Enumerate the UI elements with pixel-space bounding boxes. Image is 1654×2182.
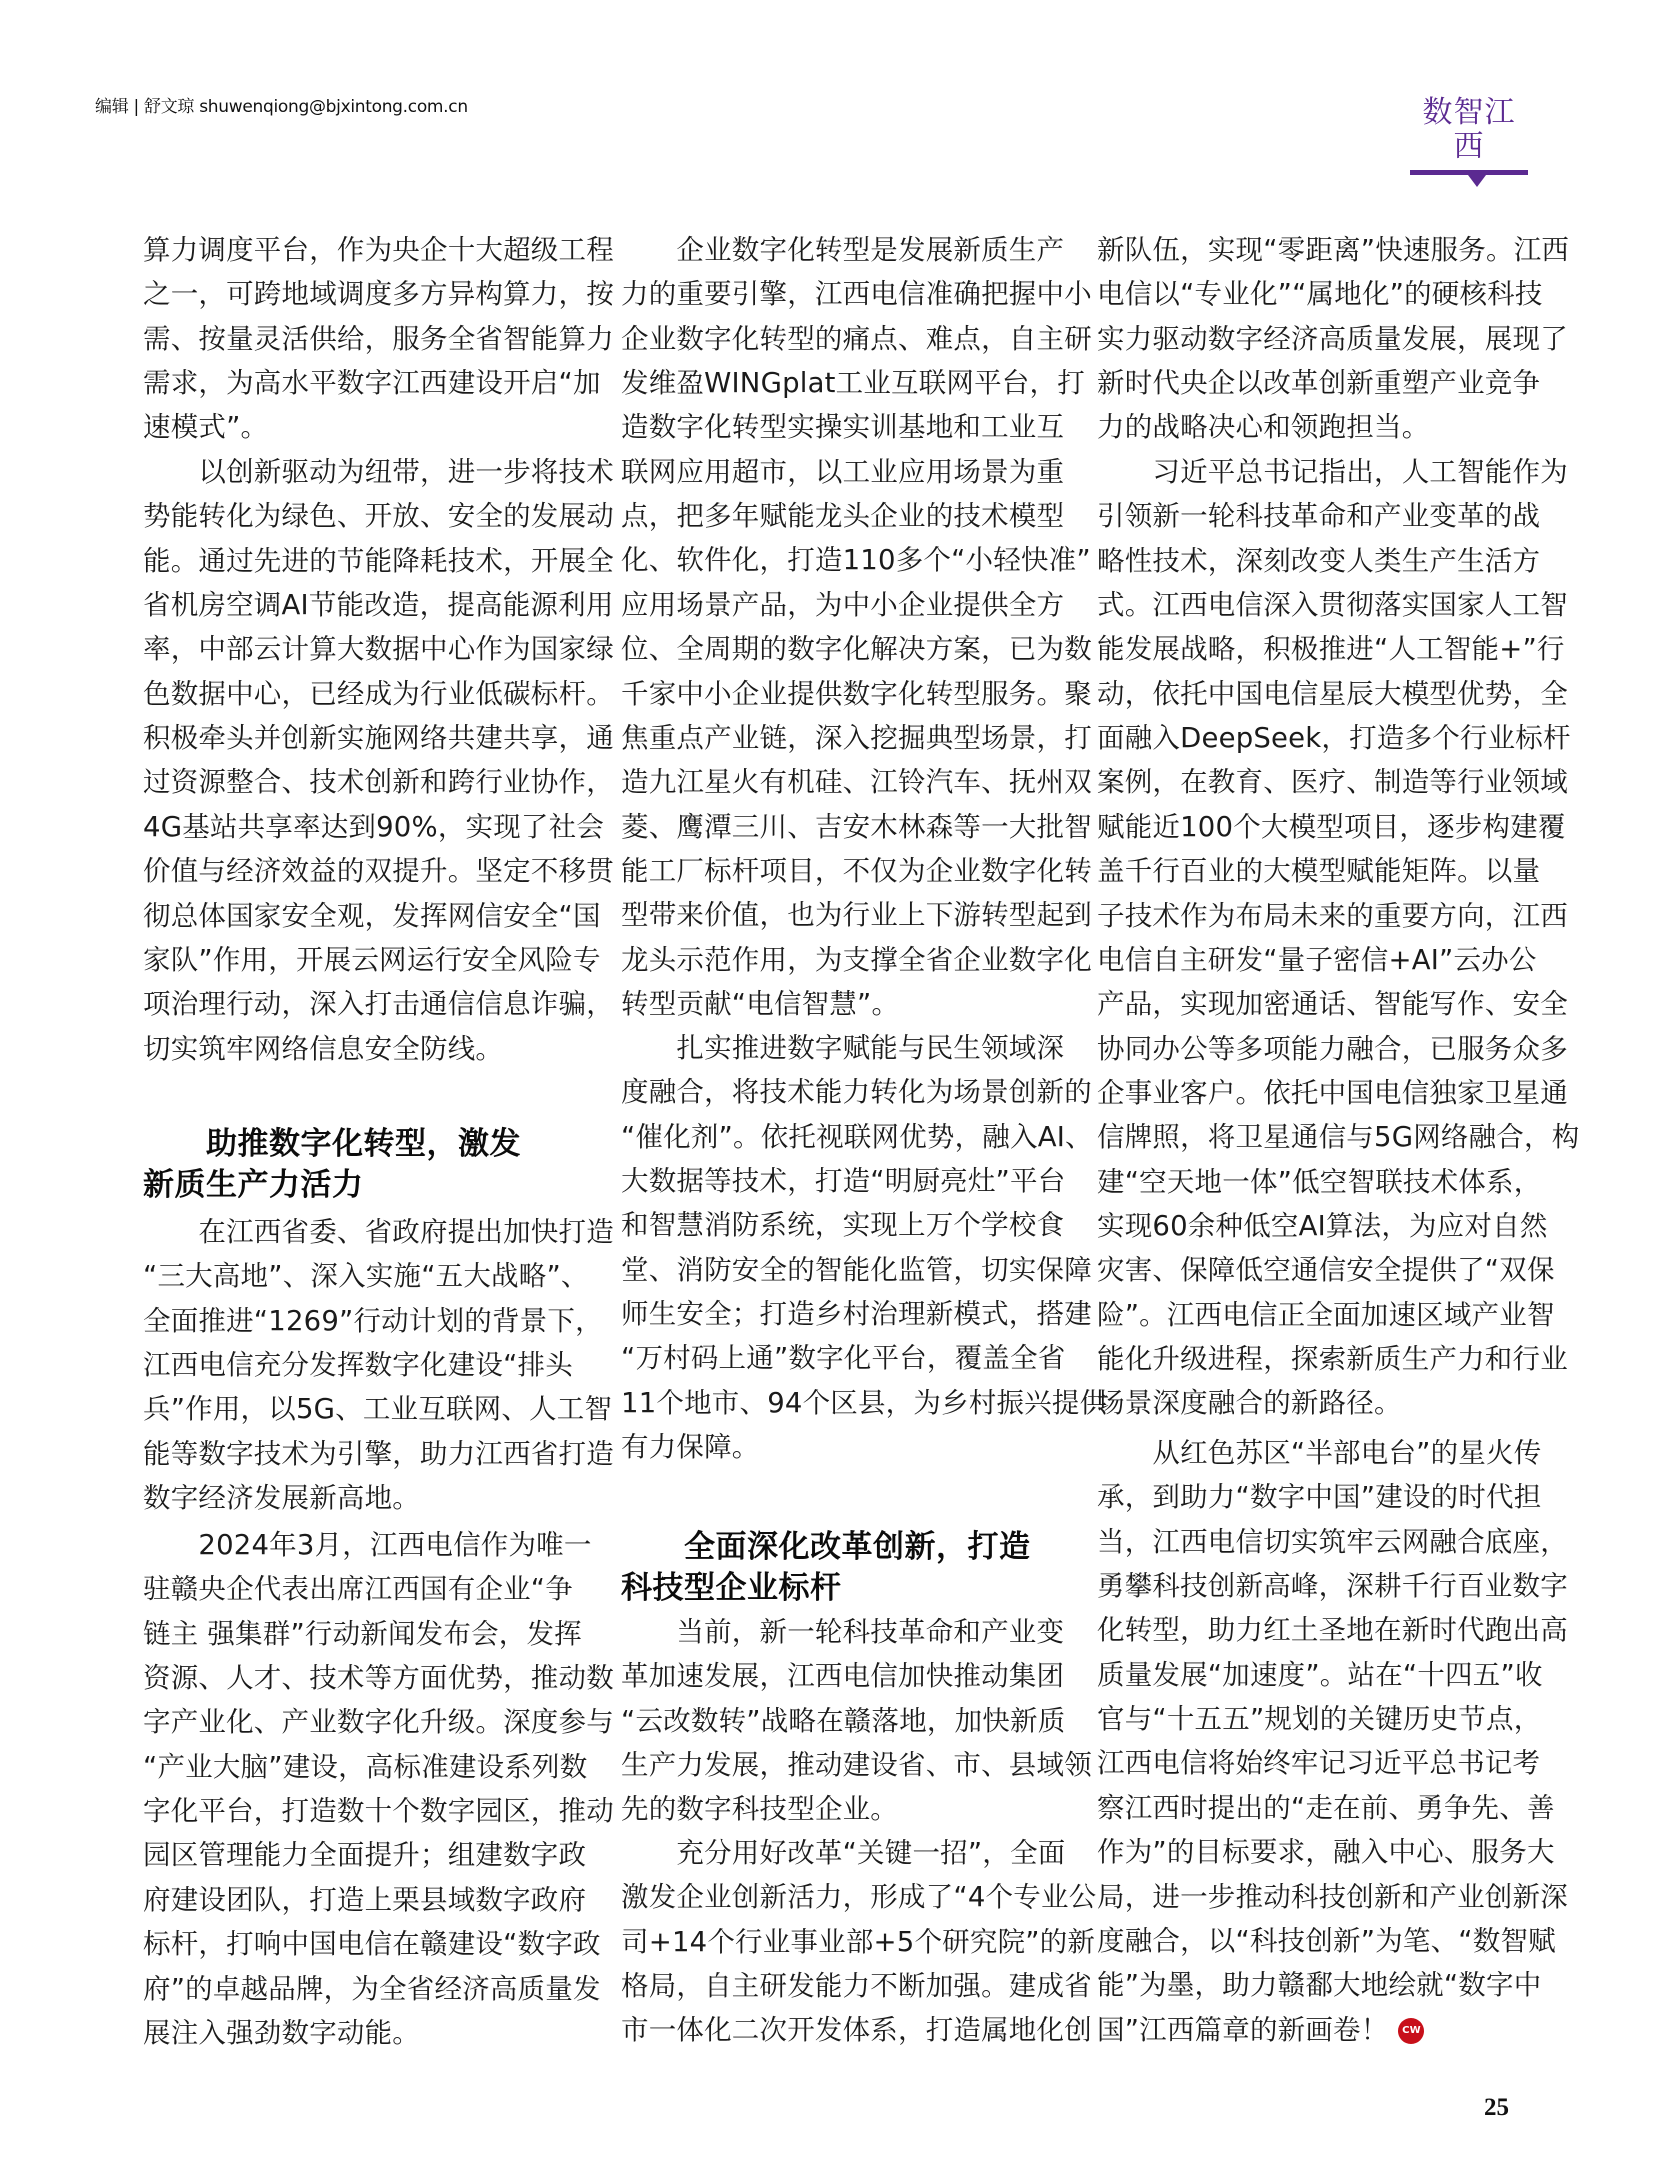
paragraph-line: 在江西省委、省政府提出加快打造	[143, 1216, 614, 1248]
paragraph-line: 以创新驱动为纽带，进一步将技术	[143, 456, 614, 488]
paragraph-line: 度融合，以“科技创新”为笔、“数智赋	[1097, 1924, 1556, 1957]
section-title: 数智江西	[1422, 95, 1516, 164]
paragraph-line: 江西电信将始终牢记习近平总书记考	[1097, 1747, 1541, 1780]
paragraph-line: 之一，可跨地域调度多方异构算力，按	[143, 278, 614, 311]
paragraph-line: 习近平总书记指出，人工智能作为	[1097, 456, 1568, 488]
paragraph-line: 项治理行动，深入打击通信信息诈骗，	[143, 988, 614, 1021]
paragraph-line: 积极牵头并创新实施网络共建共享，通	[143, 722, 614, 755]
paragraph-line: 式。江西电信深入贯彻落实国家人工智	[1097, 589, 1568, 622]
paragraph-line: 千家中小企业提供数字化转型服务。聚	[621, 677, 1092, 710]
triangle-down-icon	[1468, 175, 1486, 187]
paragraph-line: 充分用好改革“关键一招”，全面	[621, 1837, 1066, 1869]
paragraph-line: 司+14个行业事业部+5个研究院”的新	[621, 1925, 1096, 1958]
paragraph-line: 点，把多年赋能龙头企业的技术模型	[621, 500, 1065, 533]
paragraph-line: 和智慧消防系统，实现上万个学校食	[621, 1209, 1065, 1242]
paragraph-line: 园区管理能力全面提升；组建数字政	[143, 1839, 587, 1872]
paragraph-line: 速模式”。	[143, 411, 269, 444]
paragraph-line: 字化平台，打造数十个数字园区，推动	[143, 1795, 614, 1828]
paragraph-line: 标杆，打响中国电信在赣建设“数字政	[143, 1928, 601, 1961]
paragraph-line: 焦重点产业链，深入挖掘典型场景，打	[621, 721, 1092, 754]
section-tag	[1410, 96, 1528, 187]
paragraph-line: 勇攀科技创新高峰，深耕千行百业数字	[1097, 1570, 1568, 1603]
section-heading-line: 助推数字化转型，激发	[143, 1126, 521, 1162]
paragraph-line: 实力驱动数字经济高质量发展，展现了	[1097, 322, 1568, 355]
paragraph-line: 建“空天地一体”低空智联技术体系，	[1097, 1165, 1542, 1198]
paragraph-line: 位、全周期的数字化解决方案，已为数	[621, 633, 1092, 666]
paragraph-line: 力的重要引擎，江西电信准确把握中小	[621, 278, 1092, 311]
paragraph-line: 化、软件化，打造110多个“小轻快准”	[621, 544, 1091, 577]
paragraph-line: 激发企业创新活力，形成了“4个专业公	[621, 1881, 1097, 1914]
paragraph-line: 能”为墨，助力赣鄱大地绘就“数字中	[1097, 1969, 1542, 2002]
paragraph-line: 引领新一轮科技革命和产业变革的战	[1097, 500, 1541, 533]
paragraph-line: 菱、鹰潭三川、吉安木林森等一大批智	[621, 810, 1092, 843]
paragraph-line: 电信以“专业化”“属地化”的硬核科技	[1097, 278, 1543, 311]
paragraph-line: 场景深度融合的新路径。	[1097, 1387, 1402, 1420]
paragraph-line: 能工厂标杆项目，不仅为企业数字化转	[621, 854, 1092, 887]
section-heading-line: 科技型企业标杆	[621, 1570, 842, 1606]
paragraph-line: 企业数字化转型的痛点、难点，自主研	[621, 322, 1092, 355]
page-number: 25	[1484, 2094, 1509, 2121]
paragraph-line: 企业数字化转型是发展新质生产	[621, 234, 1065, 266]
paragraph-line: 子技术作为布局未来的重要方向，江西	[1097, 899, 1568, 932]
paragraph-line: 全面推进“1269”行动计划的背景下，	[143, 1304, 603, 1337]
paragraph-line: 承，到助力“数字中国”建设的时代担	[1097, 1481, 1542, 1514]
paragraph-line: 府建设团队，打造上栗县域数字政府	[143, 1883, 587, 1916]
paragraph-line: 造数字化转型实操实训基地和工业互	[621, 411, 1065, 444]
paragraph-line: “云改数转”战略在赣落地，加快新质	[621, 1704, 1066, 1737]
paragraph-line: 度融合，将技术能力转化为场景创新的	[621, 1076, 1092, 1109]
paragraph-line: “三大高地”、深入实施“五大战略”、	[143, 1260, 589, 1293]
paragraph-line: “万村码上通”数字化平台，覆盖全省	[621, 1342, 1066, 1375]
paragraph-line: 企事业客户。依托中国电信独家卫星通	[1097, 1076, 1568, 1109]
paragraph-line: 扎实推进数字赋能与民生领域深	[621, 1032, 1065, 1064]
section-heading-line: 新质生产力活力	[143, 1167, 364, 1203]
paragraph-line: 略性技术，深刻改变人类生产生活方	[1097, 544, 1541, 577]
paragraph-line: 从红色苏区“半部电台”的星火传	[1097, 1437, 1542, 1469]
paragraph-line: 能发展战略，积极推进“人工智能+”行	[1097, 633, 1565, 666]
paragraph-line: 当，江西电信切实筑牢云网融合底座，	[1097, 1525, 1568, 1558]
paragraph-line: 有力保障。	[621, 1431, 760, 1464]
paragraph-line: 化转型，助力红土圣地在新时代跑出高	[1097, 1614, 1568, 1647]
paragraph-line: 灾害、保障低空通信安全提供了“双保	[1097, 1254, 1555, 1287]
paragraph-line: 链主 强集群”行动新闻发布会，发挥	[143, 1617, 582, 1650]
paragraph-line: 电信自主研发“量子密信+AI”云办公	[1097, 943, 1537, 976]
editor-credit: 编辑 | 舒文琼 shuwenqiong@bjxintong.com.cn	[95, 97, 468, 117]
paragraph-line: 官与“十五五”规划的关键历史节点，	[1097, 1703, 1542, 1736]
paragraph-line: 数字经济发展新高地。	[143, 1482, 420, 1515]
paragraph-line: 势能转化为绿色、开放、安全的发展动	[143, 500, 614, 533]
paragraph-line: 信牌照，将卫星通信与5G网络融合，构	[1097, 1121, 1580, 1154]
paragraph-line: 作为”的目标要求，融入中心、服务大	[1097, 1836, 1555, 1869]
paragraph-line: 字产业化、产业数字化升级。深度参与	[143, 1706, 614, 1739]
paragraph-line: 市一体化二次开发体系，打造属地化创	[621, 2014, 1092, 2047]
paragraph-line: 能等数字技术为引擎，助力江西省打造	[143, 1437, 614, 1470]
paragraph-line: 省机房空调AI节能改造，提高能源利用	[143, 589, 614, 622]
paragraph-line: 色数据中心，已经成为行业低碳标杆。	[143, 677, 614, 710]
paragraph-line: 产品，实现加密通话、智能写作、安全	[1097, 988, 1568, 1021]
paragraph-line: 革加速发展，江西电信加快推动集团	[621, 1660, 1065, 1693]
paragraph-line: “产业大脑”建设，高标准建设系列数	[143, 1750, 588, 1783]
paragraph-line: 能。通过先进的节能降耗技术，开展全	[143, 544, 614, 577]
paragraph-line: 过资源整合、技术创新和跨行业协作，	[143, 766, 614, 799]
paragraph-line: 发维盈WINGplat工业互联网平台，打	[621, 367, 1085, 400]
paragraph-line: 生产力发展，推动建设省、市、县域领	[621, 1749, 1092, 1782]
paragraph-line: 需求，为高水平数字江西建设开启“加	[143, 367, 601, 400]
paragraph-line: 格局，自主研发能力不断加强。建成省	[621, 1970, 1092, 2003]
paragraph-line: 局，进一步推动科技创新和产业创新深	[1097, 1880, 1568, 1913]
paragraph-line: 协同办公等多项能力融合，已服务众多	[1097, 1032, 1568, 1065]
paragraph-line: 江西电信充分发挥数字化建设“排头	[143, 1349, 573, 1382]
paragraph-line: 资源、人才、技术等方面优势，推动数	[143, 1662, 614, 1695]
paragraph-line: 国”江西篇章的新画卷！ CW	[1097, 2012, 1424, 2048]
paragraph-line: 兵”作用，以5G、工业互联网、人工智	[143, 1393, 613, 1426]
paragraph-line: 造九江星火有机硅、江铃汽车、抚州双	[621, 766, 1092, 799]
paragraph-line: 率，中部云计算大数据中心作为国家绿	[143, 633, 614, 666]
paragraph-line: 新时代央企以改革创新重塑产业竞争	[1097, 367, 1541, 400]
paragraph-line: 价值与经济效益的双提升。坚定不移贯	[143, 855, 614, 888]
paragraph-line: 应用场景产品，为中小企业提供全方	[621, 588, 1065, 621]
paragraph-line: 堂、消防安全的智能化监管，切实保障	[621, 1253, 1092, 1286]
end-mark-icon: CW	[1398, 2018, 1424, 2044]
paragraph-line: 面融入DeepSeek，打造多个行业标杆	[1097, 722, 1571, 755]
paragraph-line: 先的数字科技型企业。	[621, 1793, 898, 1826]
paragraph-line: 大数据等技术，打造“明厨亮灶”平台	[621, 1165, 1066, 1198]
paragraph-line: 实现60余种低空AI算法，为应对自然	[1097, 1209, 1548, 1242]
paragraph-line: 力的战略决心和领跑担当。	[1097, 411, 1430, 444]
paragraph-line: 察江西时提出的“走在前、勇争先、善	[1097, 1791, 1555, 1824]
paragraph-line: 动，依托中国电信星辰大模型优势，全	[1097, 677, 1568, 710]
paragraph-line: 展注入强劲数字动能。	[143, 2016, 420, 2049]
section-heading-line: 全面深化改革创新，打造	[621, 1529, 1031, 1565]
paragraph-line: 驻赣央企代表出席江西国有企业“争	[143, 1573, 573, 1606]
paragraph-line: “催化剂”。依托视联网优势，融入AI、	[621, 1120, 1093, 1153]
paragraph-line: 算力调度平台，作为央企十大超级工程	[143, 234, 614, 266]
paragraph-line: 赋能近100个大模型项目，逐步构建覆	[1097, 810, 1566, 843]
paragraph-line: 4G基站共享率达到90%，实现了社会	[143, 810, 605, 843]
paragraph-line: 家队”作用，开展云网运行安全风险专	[143, 943, 601, 976]
paragraph-line: 彻总体国家安全观，发挥网信安全“国	[143, 899, 601, 932]
paragraph-line: 能化升级进程，探索新质生产力和行业	[1097, 1343, 1568, 1375]
paragraph-line: 联网应用超市，以工业应用场景为重	[621, 455, 1065, 488]
paragraph-line: 当前，新一轮科技革命和产业变	[621, 1616, 1065, 1648]
paragraph-line: 2024年3月，江西电信作为唯一	[143, 1529, 592, 1561]
paragraph-line: 龙头示范作用，为支撑全省企业数字化	[621, 943, 1092, 976]
paragraph-line: 府”的卓越品牌，为全省经济高质量发	[143, 1972, 601, 2005]
paragraph-line: 新队伍，实现“零距离”快速服务。江西	[1097, 234, 1570, 266]
paragraph-line: 型带来价值，也为行业上下游转型起到	[621, 899, 1092, 932]
paragraph-line: 需、按量灵活供给，服务全省智能算力	[143, 322, 614, 355]
paragraph-line: 切实筑牢网络信息安全防线。	[143, 1032, 504, 1065]
paragraph-line: 盖千行百业的大模型赋能矩阵。以量	[1097, 855, 1541, 888]
paragraph-line: 转型贡献“电信智慧”。	[621, 987, 900, 1020]
paragraph-line: 11个地市、94个区县，为乡村振兴提供	[621, 1386, 1108, 1419]
paragraph-line: 质量发展“加速度”。站在“十四五”收	[1097, 1658, 1543, 1691]
paragraph-line: 师生安全；打造乡村治理新模式，搭建	[621, 1298, 1092, 1331]
paragraph-line: 险”。江西电信正全面加速区域产业智	[1097, 1298, 1555, 1331]
paragraph-line: 案例，在教育、医疗、制造等行业领域	[1097, 766, 1568, 799]
